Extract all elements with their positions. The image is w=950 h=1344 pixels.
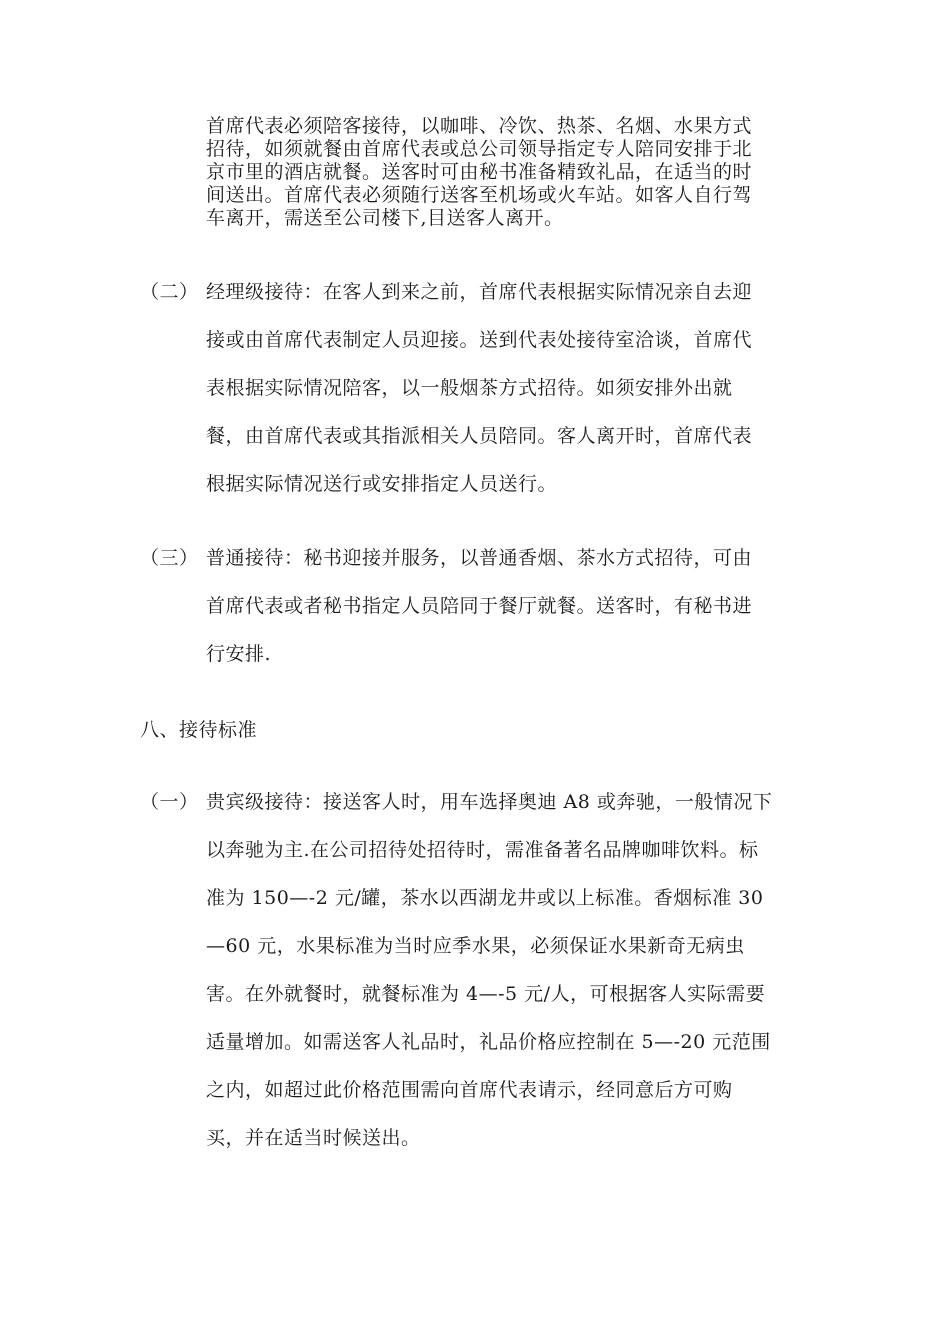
paragraph-line: 首席代表必须陪客接待，以咖啡、冷饮、热茶、名烟、水果方式 <box>206 115 753 137</box>
list-marker: （一） <box>140 791 199 813</box>
list-marker: （二） <box>140 281 199 303</box>
section-ordinary-reception <box>140 534 752 678</box>
paragraph-line: 经理级接待：在客人到来之前，首席代表根据实际情况亲自去迎 <box>206 281 753 303</box>
paragraph-chief-rep-reception <box>206 115 752 230</box>
paragraph-line: 车离开，需送至公司楼下,目送客人离开。 <box>206 207 564 229</box>
paragraph-line: 接或由首席代表制定人员迎接。送到代表处接待室洽谈，首席代 <box>206 329 753 351</box>
paragraph-line: 普通接待：秘书迎接并服务，以普通香烟、茶水方式招待，可由 <box>206 547 753 569</box>
paragraph-line: 首席代表或者秘书指定人员陪同于餐厅就餐。送客时，有秘书进 <box>206 595 753 617</box>
section-heading: 八、接待标准 <box>140 719 258 741</box>
paragraph-line: 以奔驰为主.在公司招待处招待时，需准备著名品牌咖啡饮料。标 <box>206 839 759 861</box>
paragraph-line: 行安排. <box>206 643 272 665</box>
paragraph-line: —60 元，水果标准为当时应季水果，必须保证水果新奇无病虫 <box>206 935 745 957</box>
paragraph-line: 之内，如超过此价格范围需向首席代表请示，经同意后方可购 <box>206 1079 733 1101</box>
section-vip-reception <box>140 778 772 1162</box>
paragraph-line: 害。在外就餐时，就餐标准为 4—-5 元/人，可根据客人实际需要 <box>206 983 766 1005</box>
paragraph-line: 表根据实际情况陪客，以一般烟茶方式招待。如须安排外出就 <box>206 377 733 399</box>
paragraph-line: 贵宾级接待：接送客人时，用车选择奥迪 A8 或奔驰，一般情况下 <box>206 791 773 813</box>
paragraph-line: 京市里的酒店就餐。送客时可由秘书准备精致礼品，在适当的时 <box>206 161 753 183</box>
list-marker: （三） <box>140 547 199 569</box>
paragraph-line: 适量增加。如需送客人礼品时，礼品价格应控制在 5—-20 元范围 <box>206 1031 771 1053</box>
paragraph-line: 招待，如须就餐由首席代表或总公司领导指定专人陪同安排于北 <box>206 138 753 160</box>
section-manager-reception <box>140 268 752 508</box>
paragraph-line: 买，并在适当时候送出。 <box>206 1127 421 1149</box>
paragraph-line: 准为 150—-2 元/罐，茶水以西湖龙井或以上标准。香烟标准 30 <box>206 887 764 909</box>
paragraph-line: 餐，由首席代表或其指派相关人员陪同。客人离开时，首席代表 <box>206 425 753 447</box>
paragraph-line: 间送出。首席代表必须随行送客至机场或火车站。如客人自行驾 <box>206 184 753 206</box>
paragraph-line: 根据实际情况送行或安排指定人员送行。 <box>206 473 558 495</box>
